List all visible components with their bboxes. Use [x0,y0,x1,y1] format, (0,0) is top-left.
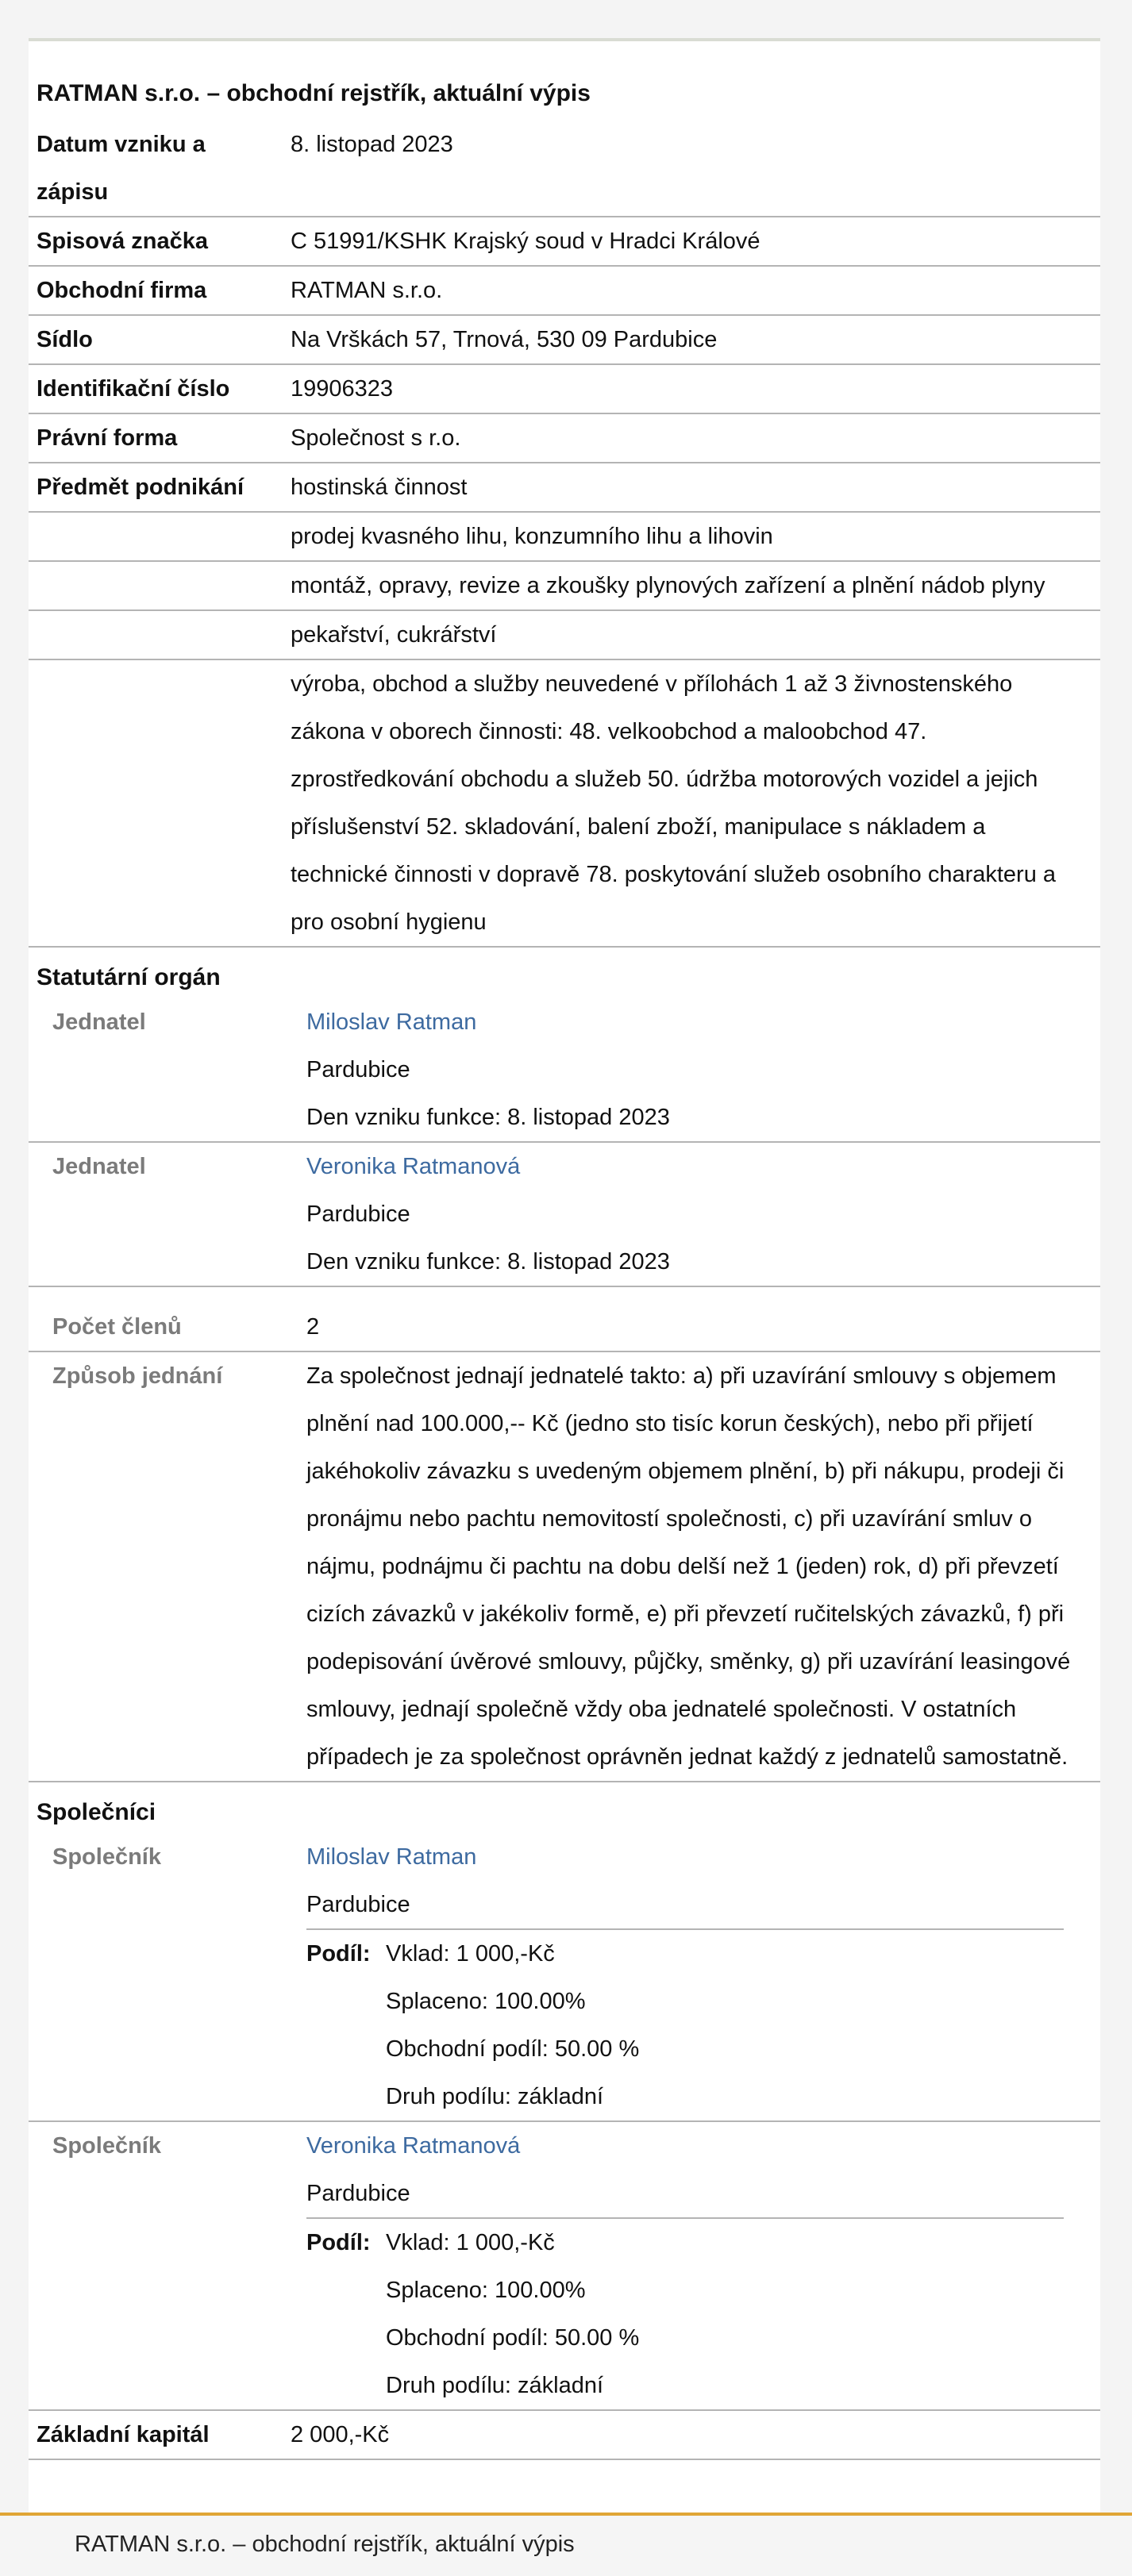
row-pravni-forma [29,414,1100,463]
footer-title: RATMAN s.r.o. – obchodní rejstřík, aktuální výpis [75,2532,575,2557]
row-predmet-2 [29,513,1100,562]
register-extract [29,121,1100,2460]
predmet-item: pekařství, cukrářství [291,622,497,648]
spolecnik-label: Společník [52,1844,161,1870]
spolecnik-label: Společník [52,2133,161,2159]
datum-value: 8. listopad 2023 [291,132,453,157]
jednatel-city: Pardubice [306,1201,410,1227]
splaceno-value: Splaceno: 100.00% [386,1989,586,2014]
vklad-value: Vklad: 1 000,-Kč [386,1941,555,1967]
pocet-clenu-row [29,1303,1100,1352]
vklad-value: Vklad: 1 000,-Kč [386,2230,555,2255]
podil-label: Podíl: [306,1941,371,1967]
spolecnik-row [29,1833,1100,2122]
obchodni-podil-value: Obchodní podíl: 50.00 % [386,2325,640,2351]
section-statutarni-organ: Statutární orgán [37,964,221,990]
pocet-label: Počet členů [52,1314,182,1340]
row-predmet-3 [29,562,1100,611]
spolecnik-name-link[interactable]: Veronika Ratmanová [306,2133,521,2159]
datum-label: Datum vzniku a zápisu [37,132,206,205]
druh-podilu-value: Druh podílu: základní [386,2373,604,2398]
spis-value: C 51991/KSHK Krajský soud v Hradci Králové [291,229,760,254]
jednatel-label: Jednatel [52,1154,146,1179]
row-sidlo [29,316,1100,365]
jednatel-since: Den vzniku funkce: 8. listopad 2023 [306,1105,670,1130]
predmet-item: montáž, opravy, revize a zkoušky plynových zařízení a plnění nádob plyny [291,573,1045,598]
zpusob-jednani-row [29,1352,1100,1782]
sidlo-value: Na Vrškách 57, Trnová, 530 09 Pardubice [291,327,718,352]
jednatel-label: Jednatel [52,1009,146,1035]
row-spisova-znacka [29,217,1100,267]
predmet-item: prodej kvasného lihu, konzumního lihu a lihovin [291,524,773,549]
predmet-item: hostinská činnost [291,475,468,500]
kapital-value: 2 000,-Kč [291,2422,390,2447]
firma-label: Obchodní firma [37,278,207,303]
jednatel-city: Pardubice [306,1057,410,1082]
row-predmet-5 [29,660,1100,948]
forma-label: Právní forma [37,425,178,451]
sidlo-label: Sídlo [37,327,93,352]
splaceno-value: Splaceno: 100.00% [386,2278,586,2303]
row-ico [29,365,1100,414]
ico-label: Identifikační číslo [37,376,230,402]
pocet-value: 2 [306,1314,320,1340]
spolecnik-name-link[interactable]: Miloslav Ratman [306,1844,477,1870]
podil-box [306,1928,1064,2120]
zpusob-value: Za společnost jednají jednatelé takto: a) při uzavírání smlouvy s objemem plnění nad 100.000,-- Kč (jedno sto tisíc korun českých), nebo při přijetí jakéhokoliv závazku s uvedeným objemem plnění, b) při nákupu, prodeji či pronájmu nebo pachtu nemovitostí společnosti, c) při uzavírání smluv o nájmu, podnájmu či pachtu na dobu delší než 1 (jeden) rok, d) při převzetí cizích závazků v jakékoliv formě, e) při převzetí ručitelských závazků, f) při podepisování úvěrové smlouvy, půjčky, směnky, g) při uzavírání leasingové smlouvy, jednají společně vždy oba jednatelé společnosti. V ostatních případech je za společnost oprávněn jednat každý z jednatelů samostatně. [306,1363,1071,1770]
row-datum-vzniku [29,121,1100,217]
row-predmet-4 [29,611,1100,660]
row-predmet-1 [29,463,1100,513]
predmet-label: Předmět podnikání [37,475,244,500]
jednatel-name-link[interactable]: Veronika Ratmanová [306,1154,521,1179]
jednatel-row [29,1143,1100,1287]
spis-label: Spisová značka [37,229,208,254]
jednatel-since: Den vzniku funkce: 8. listopad 2023 [306,1249,670,1275]
forma-value: Společnost s r.o. [291,425,461,451]
row-zakladni-kapital [29,2411,1100,2460]
zpusob-label: Způsob jednání [52,1363,223,1389]
kapital-label: Základní kapitál [37,2422,210,2447]
druh-podilu-value: Druh podílu: základní [386,2084,604,2109]
obchodni-podil-value: Obchodní podíl: 50.00 % [386,2036,640,2062]
page-title: RATMAN s.r.o. – obchodní rejstřík, aktuální výpis [37,80,591,106]
jednatel-row [29,998,1100,1143]
spolecnik-city: Pardubice [306,2181,410,2206]
row-obchodni-firma [29,267,1100,316]
firma-value: RATMAN s.r.o. [291,278,443,303]
spolecnik-city: Pardubice [306,1892,410,1917]
podil-box [306,2217,1064,2409]
footer-bar [0,2513,1132,2576]
ico-value: 19906323 [291,376,394,402]
spolecnik-row [29,2122,1100,2411]
top-divider [29,38,1100,41]
podil-label: Podíl: [306,2230,371,2255]
jednatel-name-link[interactable]: Miloslav Ratman [306,1009,477,1035]
predmet-item: výroba, obchod a služby neuvedené v přílohách 1 až 3 živnostenského zákona v oborech činnosti: 48. velkoobchod a maloobchod 47. zprostředkování obchodu a služeb 50. údržba motorových vozidel a jejich příslušenství 52. skladování, balení zboží, manipulace s nákladem a technické činnosti v dopravě 78. poskytování služeb osobního charakteru a pro osobní hygienu [291,671,1057,935]
section-spolecnici: Společníci [37,1799,156,1825]
